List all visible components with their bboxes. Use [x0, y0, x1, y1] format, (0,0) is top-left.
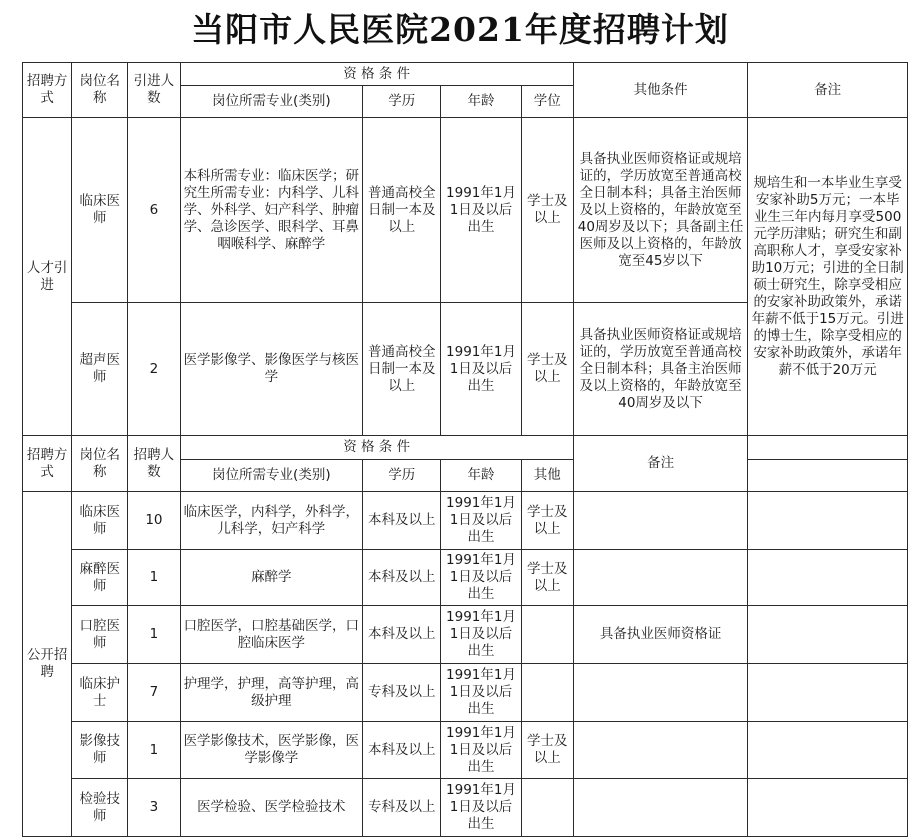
blank-cell: [748, 550, 908, 606]
blank-cell: [748, 460, 908, 492]
public-row: [23, 606, 908, 664]
talent-position: 超声医师: [72, 303, 128, 436]
public-row: [23, 550, 908, 606]
blank-cell: [748, 436, 908, 460]
public-header-other: 其他: [521, 460, 573, 492]
public-header-major: 岗位所需专业(类别): [180, 460, 363, 492]
public-age: 1991年1月1日及以后出生: [441, 606, 521, 664]
public-remark: 具备执业医师资格证: [573, 606, 748, 664]
public-count: 1: [128, 722, 180, 779]
talent-degree: 学士及以上: [521, 118, 573, 303]
public-header-count: 招聘人数: [128, 436, 180, 492]
talent-count: 2: [128, 303, 180, 436]
public-header-qualification: 资 格 条 件: [180, 436, 573, 460]
blank-cell: [748, 606, 908, 664]
talent-row: [23, 118, 908, 303]
public-other: 学士及以上: [521, 492, 573, 550]
public-age: 1991年1月1日及以后出生: [441, 664, 521, 722]
blank-cell: [748, 492, 908, 550]
public-count: 1: [128, 606, 180, 664]
public-major: 医学影像技术，医学影像，医学影像学: [180, 722, 363, 779]
public-other: [521, 606, 573, 664]
public-header-remark: 备注: [573, 436, 748, 492]
talent-header-major: 岗位所需专业(类别): [180, 86, 363, 118]
talent-header-degree: 学位: [521, 86, 573, 118]
public-major: 临床医学，内科学，外科学，儿科学，妇产科学: [180, 492, 363, 550]
public-position: 口腔医师: [72, 606, 128, 664]
public-count: 3: [128, 779, 180, 837]
talent-count: 6: [128, 118, 180, 303]
public-major: 口腔医学，口腔基础医学，口腔临床医学: [180, 606, 363, 664]
public-age: 1991年1月1日及以后出生: [441, 779, 521, 837]
public-count: 7: [128, 664, 180, 722]
talent-degree: 学士及以上: [521, 303, 573, 436]
public-remark: [573, 492, 748, 550]
blank-cell: [748, 664, 908, 722]
talent-header-other: 其他条件: [573, 63, 748, 118]
public-remark: [573, 550, 748, 606]
public-position: 麻醉医师: [72, 550, 128, 606]
public-remark: [573, 779, 748, 837]
talent-header-remark: 备注: [748, 63, 908, 118]
public-header-position: 岗位名称: [72, 436, 128, 492]
public-other: 学士及以上: [521, 722, 573, 779]
public-header-row-1: [23, 436, 908, 460]
public-row: [23, 664, 908, 722]
public-other: 学士及以上: [521, 550, 573, 606]
talent-header-method: 招聘方式: [23, 63, 72, 118]
public-other: [521, 779, 573, 837]
public-major: 麻醉学: [180, 550, 363, 606]
page-title: 当阳市人民医院2021年度招聘计划: [191, 10, 729, 49]
public-age: 1991年1月1日及以后出生: [441, 550, 521, 606]
talent-age: 1991年1月1日及以后出生: [441, 303, 521, 436]
public-header-method: 招聘方式: [23, 436, 72, 492]
talent-position: 临床医师: [72, 118, 128, 303]
public-position: 临床医师: [72, 492, 128, 550]
public-education: 本科及以上: [363, 722, 441, 779]
public-education: 本科及以上: [363, 492, 441, 550]
talent-header-count: 引进人数: [128, 63, 180, 118]
public-row: [23, 492, 908, 550]
public-major: 医学检验、医学检验技术: [180, 779, 363, 837]
public-row: [23, 722, 908, 779]
talent-education: 普通高校全日制一本及以上: [363, 303, 441, 436]
talent-education: 普通高校全日制一本及以上: [363, 118, 441, 303]
blank-cell: [748, 779, 908, 837]
talent-major: 医学影像学、影像医学与核医学: [180, 303, 363, 436]
public-header-education: 学历: [363, 460, 441, 492]
talent-header-position: 岗位名称: [72, 63, 128, 118]
public-remark: [573, 722, 748, 779]
public-remark: [573, 664, 748, 722]
public-position: 检验技师: [72, 779, 128, 837]
talent-age: 1991年1月1日及以后出生: [441, 118, 521, 303]
talent-header-row-1: [23, 63, 908, 86]
talent-header-education: 学历: [363, 86, 441, 118]
public-count: 1: [128, 550, 180, 606]
public-education: 本科及以上: [363, 606, 441, 664]
public-method-cell: 公开招聘: [23, 492, 72, 837]
talent-major: 本科所需专业：临床医学；研究生所需专业：内科学、儿科学、外科学、妇产科学、肿瘤学、急诊医学、眼科学、耳鼻咽喉科学、麻醉学: [180, 118, 363, 303]
talent-header-age: 年龄: [441, 86, 521, 118]
public-other: [521, 664, 573, 722]
public-row: [23, 779, 908, 837]
talent-other-conditions: 具备执业医师资格证或规培证的，学历放宽至普通高校全日制本科；具备主治医师及以上资格的，年龄放宽至40周岁及以下；具备副主任医师及以上资格的，年龄放宽至45岁以下: [573, 118, 748, 303]
talent-header-qualification: 资 格 条 件: [180, 63, 573, 86]
public-education: 专科及以上: [363, 779, 441, 837]
blank-cell: [748, 722, 908, 779]
public-position: 临床护士: [72, 664, 128, 722]
talent-remark: 规培生和一本毕业生享受安家补助5万元；一本毕业生三年内每月享受500元学历津贴；研究生和副高职称人才，享受安家补助10万元；引进的全日制硕士研究生，除享受相应的安家补助政策外，承诺年薪不低于15万元。引进的博士生，除享受相应的安家补助政策外，承诺年薪不低于20万元: [748, 118, 908, 436]
talent-method-cell: 人才引进: [23, 118, 72, 436]
public-position: 影像技师: [72, 722, 128, 779]
public-education: 本科及以上: [363, 550, 441, 606]
public-education: 专科及以上: [363, 664, 441, 722]
public-header-age: 年龄: [441, 460, 521, 492]
recruitment-plan-table: [22, 62, 908, 837]
public-major: 护理学，护理，高等护理，高级护理: [180, 664, 363, 722]
public-age: 1991年1月1日及以后出生: [441, 492, 521, 550]
public-count: 10: [128, 492, 180, 550]
talent-other-conditions: 具备执业医师资格证或规培证的，学历放宽至普通高校全日制本科；具备主治医师及以上资格的，年龄放宽至40周岁及以下: [573, 303, 748, 436]
public-age: 1991年1月1日及以后出生: [441, 722, 521, 779]
